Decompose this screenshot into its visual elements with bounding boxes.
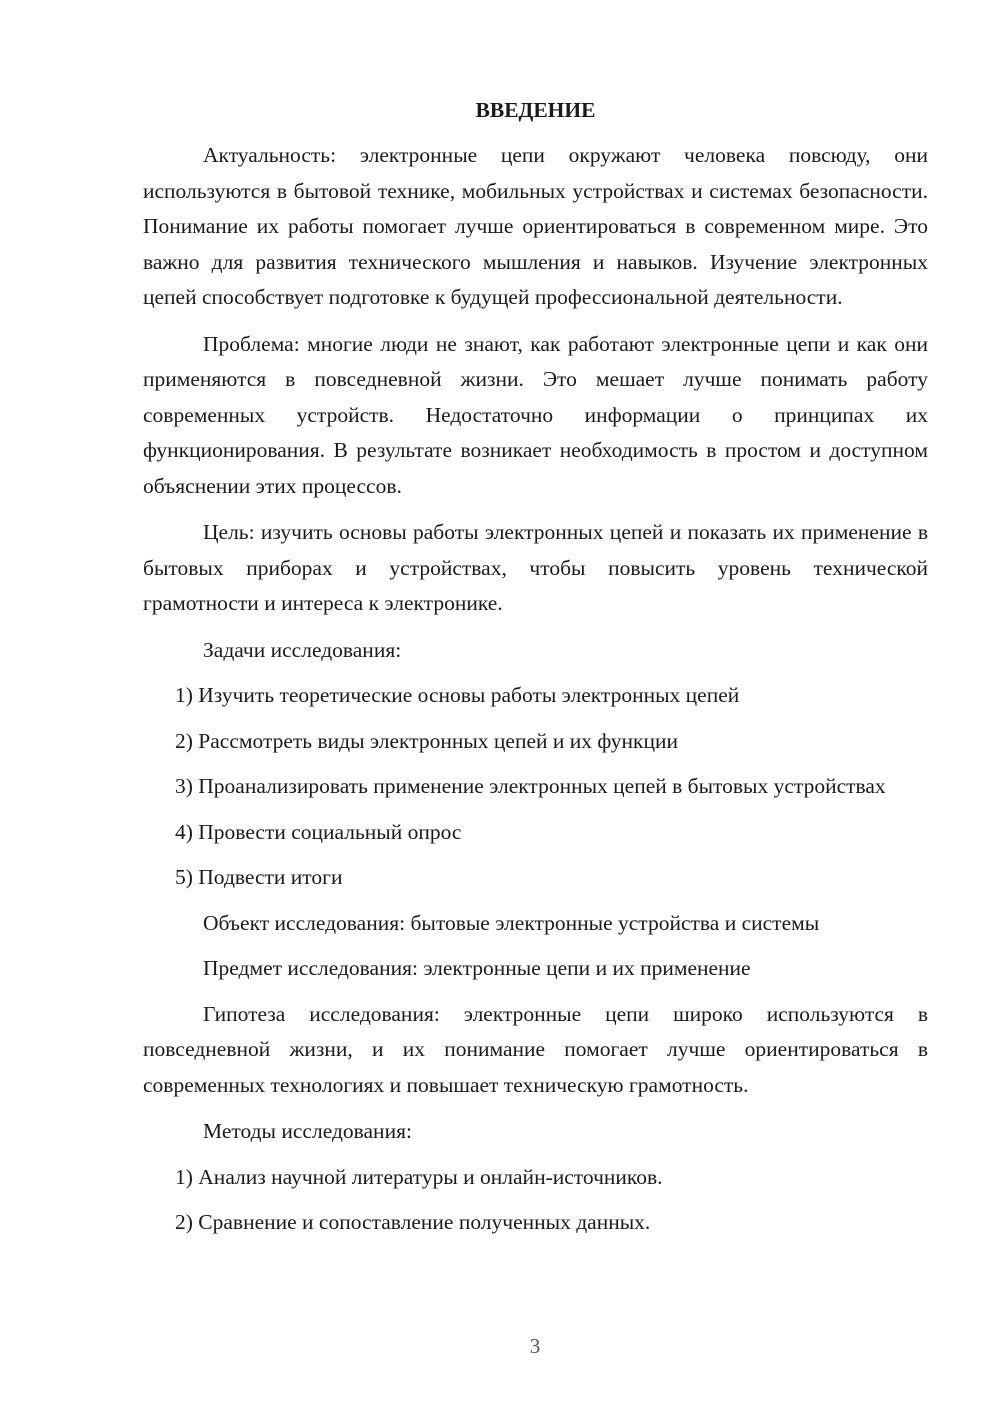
page-number: 3: [529, 1334, 541, 1358]
method-item: 1) Анализ научной литературы и онлайн-источников.: [175, 1164, 663, 1189]
tasks-label: Задачи исследования:: [203, 637, 402, 662]
goal-paragraph: Цель: изучить основы работы электронных цепей и показать их применение в бытовых приборах и устройствах, чтобы повысить уровень технической грамотности и интереса к электронике.: [143, 520, 928, 615]
page-title: ВВЕДЕНИЕ: [475, 98, 596, 122]
task-item: 3) Проанализировать применение электронных цепей в бытовых устройствах: [175, 774, 886, 798]
problem-paragraph: Проблема: многие люди не знают, как работают электронные цепи и как они применяются в повседневной жизни. Это мешает лучше понимать работу современных устройств. Недостаточно информации о принципах их функционирования. В результате возникает необходимость в простом и доступном объяснении этих процессов.: [143, 331, 928, 498]
method-item: 2) Сравнение и сопоставление полученных данных.: [175, 1210, 651, 1234]
subject-line: Предмет исследования: электронные цепи и их применение: [203, 956, 751, 980]
task-item: 5) Подвести итоги: [175, 865, 343, 889]
task-item: 1) Изучить теоретические основы работы электронных цепей: [175, 683, 740, 707]
methods-label: Методы исследования:: [203, 1119, 412, 1143]
object-line: Объект исследования: бытовые электронные устройства и системы: [203, 910, 820, 935]
document-page: [143, 94, 928, 1251]
task-item: 2) Рассмотреть виды электронных цепей и их функции: [175, 728, 679, 753]
task-item: 4) Провести социальный опрос: [175, 819, 462, 844]
hypothesis-paragraph: Гипотеза исследования: электронные цепи широко используются в повседневной жизни, и их понимание помогает лучше ориентироваться в современных технологиях и повышает техническую грамотность.: [143, 1001, 928, 1097]
relevance-paragraph: Актуальность: электронные цепи окружают человека повсюду, они используются в бытовой технике, мобильных устройствах и системах безопасности. Понимание их работы помогает лучше ориентироваться в современном мире. Это важно для развития технического мышления и навыков. Изучение электронных цепей способствует подготовке к будущей профессиональной деятельности.: [143, 143, 928, 309]
